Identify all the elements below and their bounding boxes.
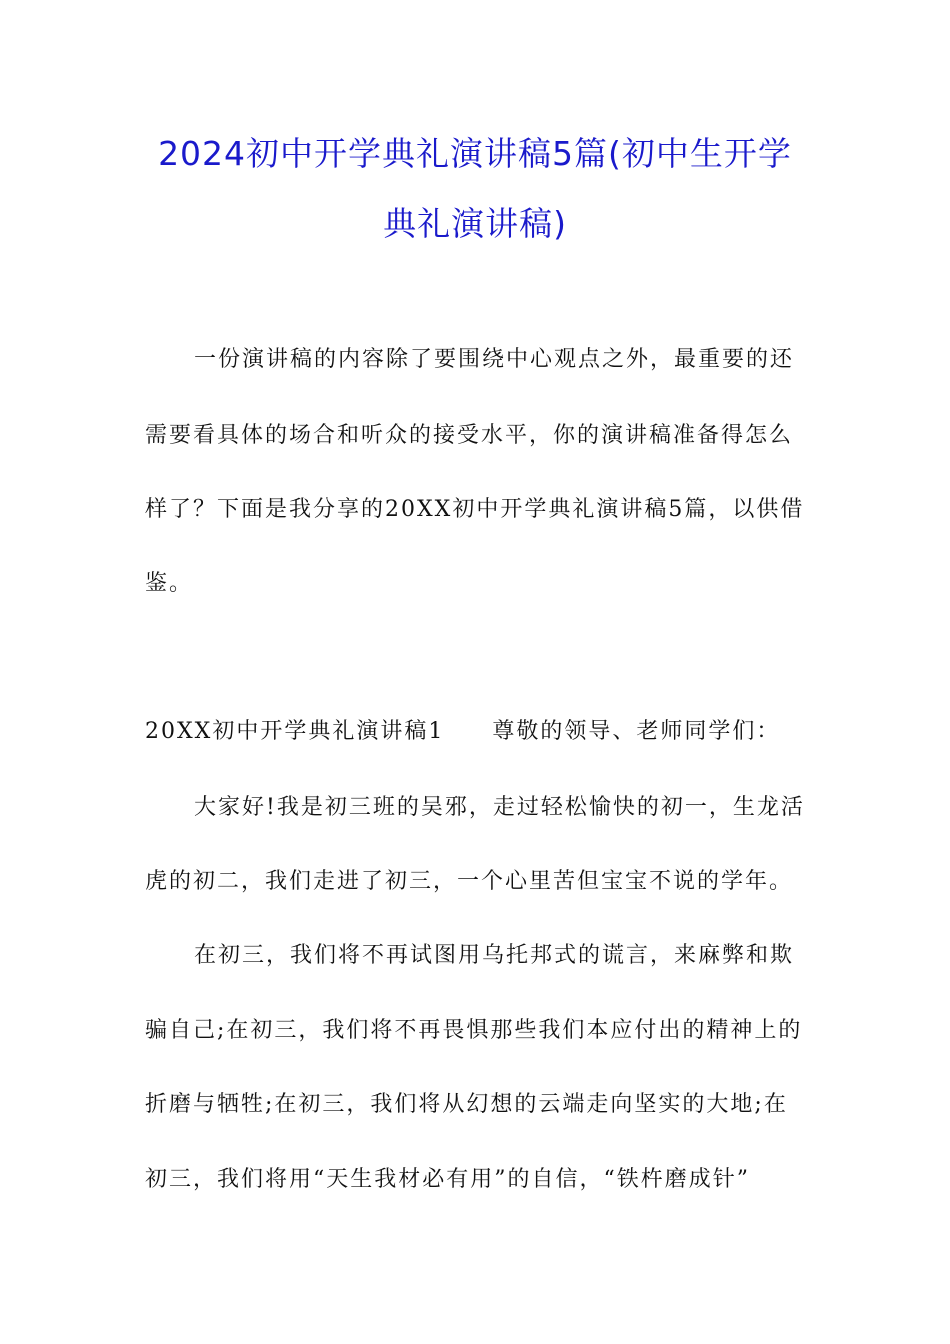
section-heading: 20XX初中开学典礼演讲稿1 尊敬的领导、老师同学们： (145, 719, 781, 744)
paragraph-2-line-3: 折磨与牺牲;在初三，我们将从幻想的云端走向坚实的大地;在 (145, 1092, 788, 1117)
paragraph-2-line-4: 初三，我们将用“天生我材必有用”的自信，“铁杵磨成针” (145, 1167, 750, 1192)
intro-line-3: 样了？下面是我分享的20XX初中开学典礼演讲稿5篇，以供借 (145, 497, 805, 522)
paragraph-1-line-2: 虎的初二，我们走进了初三，一个心里苦但宝宝不说的学年。 (145, 869, 794, 894)
paragraph-2-line-1: 在初三，我们将不再试图用乌托邦式的谎言，来麻弊和欺 (194, 943, 795, 968)
intro-line-2: 需要看具体的场合和听众的接受水平，你的演讲稿准备得怎么 (145, 423, 794, 448)
document-title-line-2: 典礼演讲稿) (383, 204, 567, 243)
intro-line-1: 一份演讲稿的内容除了要围绕中心观点之外，最重要的还 (194, 347, 795, 372)
paragraph-2-line-2: 骗自己;在初三，我们将不再畏惧那些我们本应付出的精神上的 (145, 1018, 803, 1043)
document-title-line-1: 2024初中开学典礼演讲稿5篇(初中生开学 (158, 134, 792, 173)
paragraph-1-line-1: 大家好!我是初三班的吴邪，走过轻松愉快的初一，生龙活 (194, 795, 805, 820)
intro-line-4: 鉴。 (145, 571, 194, 596)
